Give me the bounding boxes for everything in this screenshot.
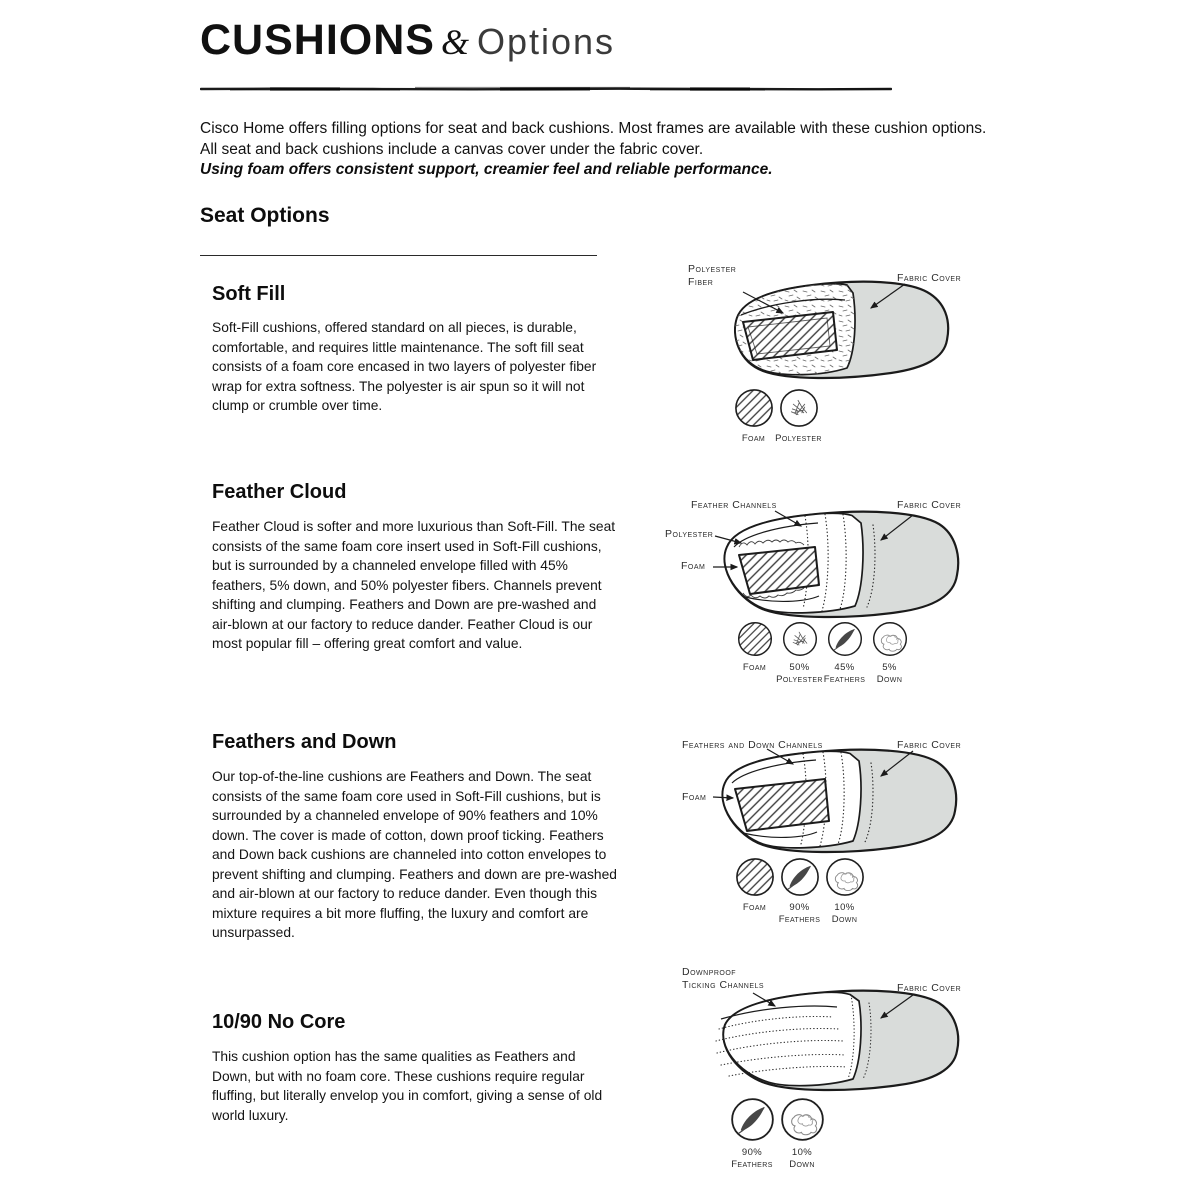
feather-cloud-legend: [732, 621, 912, 686]
callout-feather-channels: Feather Channels: [691, 499, 777, 511]
legend-item-polyester: 50% Polyester: [777, 621, 822, 686]
seat-options-heading: Seat Options: [200, 204, 330, 227]
option-heading-10-90-no-core: 10/90 No Core: [212, 1011, 346, 1033]
page-title: [200, 16, 615, 65]
legend-item-foam: Foam: [731, 388, 776, 445]
callout-foam: Foam: [681, 560, 706, 572]
seat-options-rule: [200, 255, 597, 256]
callout-polyester: Polyester: [665, 528, 714, 540]
legend-item-polyester: Polyester: [776, 388, 821, 445]
title-primary: CUSHIONS: [200, 16, 435, 64]
callout-fabric-cover: Fabric Cover: [897, 499, 962, 511]
option-description-10-90-no-core: This cushion option has the same qualities as Feathers and Down, but with no foam core. These cushions require regular fluffing, but literally envelop you in comfort, giving a sense of old world luxury.: [212, 1049, 603, 1123]
soft-fill-figure: [675, 258, 995, 453]
callout-downproof-ticking-channels: Downproof Ticking Channels: [682, 966, 765, 991]
title-secondary: Options: [476, 21, 616, 62]
feathers-and-down-legend: [732, 857, 867, 926]
option-heading-feathers-and-down: Feathers and Down: [212, 731, 397, 753]
callout-fabric-cover: Fabric Cover: [897, 739, 962, 751]
option-heading-feather-cloud: Feather Cloud: [212, 481, 347, 503]
legend-item-down: 10% Down: [777, 1097, 827, 1171]
option-description-feather-cloud: Feather Cloud is softer and more luxurious than Soft-Fill. The seat consists of the same foam core insert used in Soft-Fill cushions, but is surrounded by a channeled envelope filled with 45% feathers, 5% down, and 50% polyester fibers. Channels prevent shifting and clumping. Feathers and Down are pre-washed and air-blown at our factory to reduce dander. Feather Cloud is our most popular fill – offering great comfort and value.: [212, 519, 616, 651]
legend-item-foam: Foam: [732, 857, 777, 926]
feather-icon: [827, 621, 863, 657]
polyester-icon: [779, 388, 819, 428]
down-icon: [780, 1097, 825, 1142]
feather-icon: [780, 857, 820, 897]
callout-fabric-cover: Fabric Cover: [897, 272, 962, 284]
polyester-icon: [782, 621, 818, 657]
intro-emphasis: Using foam offers consistent support, creamier feel and reliable performance.: [200, 161, 773, 178]
foam-icon: [735, 857, 775, 897]
foam-icon: [737, 621, 773, 657]
callout-polyester-fiber: Polyester Fiber: [688, 263, 737, 288]
callout-fabric-cover: Fabric Cover: [897, 982, 962, 994]
title-ampersand: &: [440, 22, 469, 62]
foam-icon: [734, 388, 774, 428]
option-heading-soft-fill: Soft Fill: [212, 283, 286, 305]
no-core-legend: [727, 1097, 827, 1171]
option-description-feathers-and-down: Our top-of-the-line cushions are Feathers and Down. The seat consists of the same foam core used in Soft-Fill cushions, but is surrounded by a channeled envelope of 90% feathers and 10% down. The cover is made of cotton, down proof ticking. Feathers and Down back cushions are channeled into cotton envelopes to prevent shifting and clumping. Feathers and down are pre-washed and air-blown at our factory to reduce dander. Even though this mixture requires a bit more fluffing, the luxury and comfort are unsurpassed.: [212, 769, 617, 940]
feather-cloud-figure: [655, 495, 990, 695]
title-rule: [200, 84, 892, 94]
intro-paragraph: Cisco Home offers filling options for seat and back cushions. Most frames are available with these cushion options. All seat and back cushions include a canvas cover under the fabric cover.: [200, 120, 987, 158]
feather-icon: [730, 1097, 775, 1142]
down-icon: [872, 621, 908, 657]
callout-foam: Foam: [682, 791, 707, 803]
option-description-soft-fill: Soft-Fill cushions, offered standard on all pieces, is durable, comfortable, and requires little maintenance. The soft fill seat consists of a foam core encased in two layers of polyester fiber wrap for extra softness. The polyester is air spun so it will not clump or crumble over time.: [212, 320, 597, 413]
callout-feathers-and-down-channels: Feathers and Down Channels: [682, 739, 823, 751]
legend-item-feathers: 90% Feathers: [727, 1097, 777, 1171]
legend-item-down: 10% Down: [822, 857, 867, 926]
soft-fill-legend: [731, 388, 821, 445]
legend-item-foam: Foam: [732, 621, 777, 686]
legend-item-feathers: 45% Feathers: [822, 621, 867, 686]
legend-item-feathers: 90% Feathers: [777, 857, 822, 926]
legend-item-down: 5% Down: [867, 621, 912, 686]
feathers-and-down-figure: [655, 735, 990, 935]
no-core-figure: [655, 963, 990, 1188]
down-icon: [825, 857, 865, 897]
